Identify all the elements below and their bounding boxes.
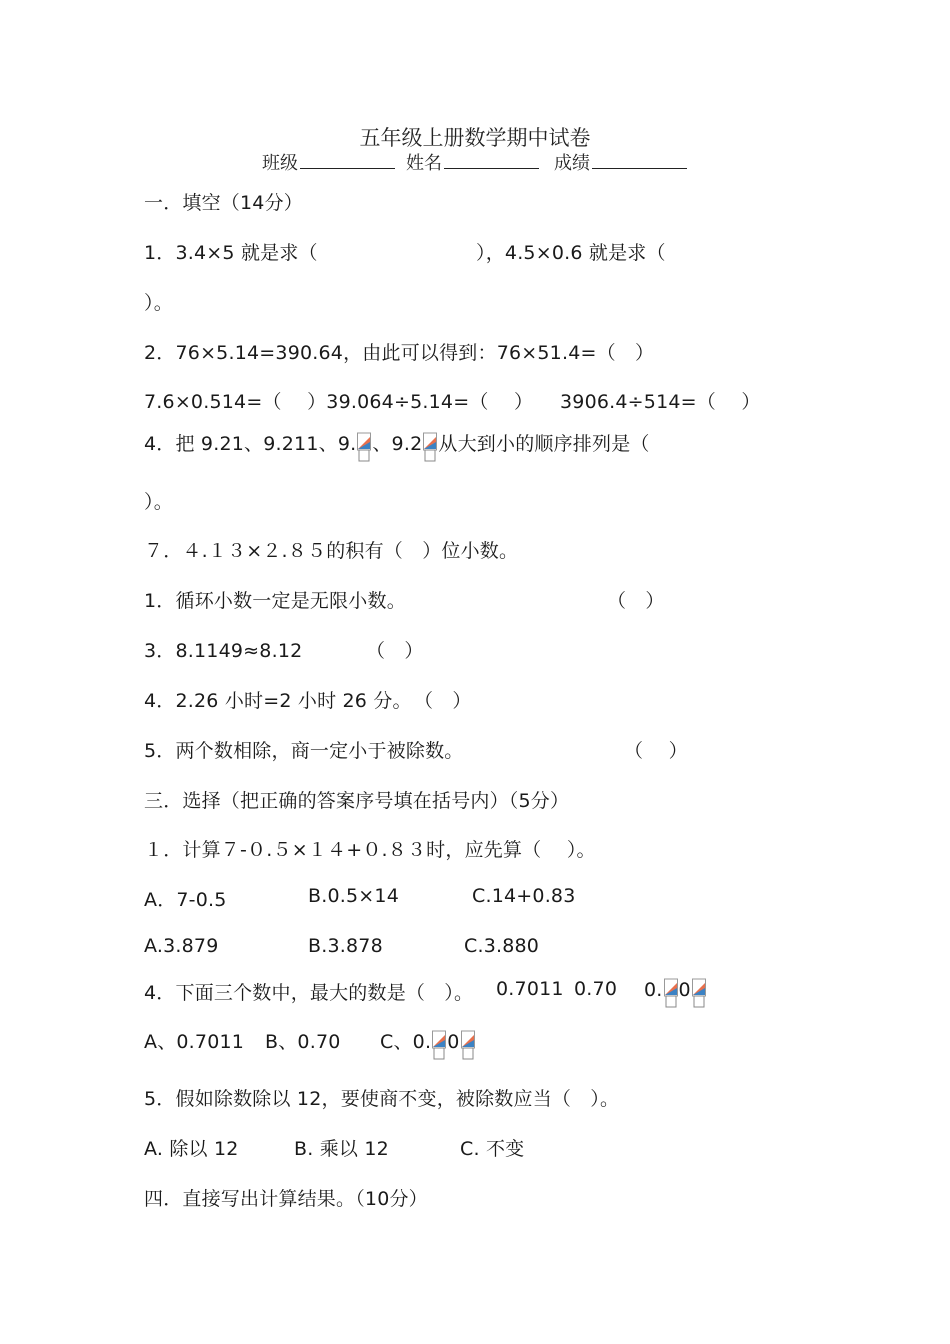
q1-part-a: 1．3.4×5 就是求（ (144, 242, 318, 264)
choice-1-options (144, 885, 604, 911)
choice-4-option-c (380, 1027, 476, 1060)
broken-image-icon (461, 1030, 475, 1060)
choice-1-option-a: A．7-0.5 (144, 889, 227, 911)
choice-2-option-b: B.3.878 (308, 935, 383, 957)
name-blank (444, 150, 539, 169)
judge-3-text: 3．8.1149≈8.12 (144, 640, 303, 662)
choice-4-options (144, 1027, 504, 1061)
q2-part-b1: 7.6×0.514=（ ）39.064÷5.14=（ ） (144, 391, 534, 413)
choice-1-option-c: C.14+0.83 (472, 885, 576, 907)
question-2-cont (144, 387, 794, 413)
name-field (406, 149, 539, 175)
q4-part-b: 、9.2 (372, 433, 423, 455)
class-blank (300, 150, 395, 169)
choice-5-option-b: B. 乘以 12 (294, 1138, 389, 1160)
choice-4 (144, 978, 724, 1012)
choice-2-option-a: A.3.879 (144, 935, 219, 957)
judge-3 (144, 636, 464, 662)
choice-4-option-b: B、0.70 (265, 1031, 341, 1053)
broken-image-icon (692, 978, 706, 1008)
choice-4-number-3-b: 0 (678, 979, 691, 1001)
judge-1-text: 1．循环小数一定是无限小数。 (144, 590, 406, 612)
broken-image-icon (432, 1030, 446, 1060)
broken-image-icon (664, 978, 678, 1008)
choice-4-option-c-b: 0 (447, 1031, 460, 1053)
judge-4 (144, 686, 504, 712)
choice-5-options (144, 1134, 564, 1160)
judge-5-paren: （ ） (624, 740, 688, 762)
question-2: 2．76×5.14=390.64，由此可以得到：76×51.4=（ ） (144, 342, 655, 364)
q4-part-a: 4．把 9.21、9.211、9. (144, 433, 357, 455)
choice-2-option-c: C.3.880 (464, 935, 540, 957)
page-title: 五年级上册数学期中试卷 (359, 126, 591, 150)
choice-4-number-1: 0.7011 (496, 978, 564, 1000)
choice-1-option-b: B.0.5×14 (308, 885, 399, 907)
judge-1 (144, 586, 704, 612)
choice-5-option-c: C. 不变 (460, 1138, 525, 1160)
class-field (262, 149, 395, 175)
score-blank (592, 150, 687, 169)
section-4-heading: 四．直接写出计算结果。（10分） (144, 1188, 428, 1210)
question-4-cont: ）。 (144, 491, 173, 513)
question-1-cont: ）。 (144, 292, 173, 314)
question-7: ７．４.１３×２.８５的积有（ ）位小数。 (144, 540, 519, 562)
choice-4-number-3-a: 0. (644, 979, 663, 1001)
score-label: 成绩 (554, 153, 590, 174)
q4-part-c: 从大到小的顺序排列是（ (438, 433, 650, 455)
question-4 (144, 429, 650, 462)
choice-2-options (144, 935, 564, 961)
choice-5: 5．假如除数除以 12，要使商不变，被除数应当（ ）。 (144, 1088, 620, 1110)
judge-4-paren: （ ） (414, 690, 472, 712)
section-3-heading: 三．选择（把正确的答案序号填在括号内）（5分） (144, 790, 570, 812)
score-field (554, 149, 687, 175)
class-label: 班级 (262, 153, 298, 174)
q1-part-b: ），4.5×0.6 就是求（ (476, 242, 666, 264)
q2-part-b2: 3906.4÷514=（ ） (560, 391, 761, 413)
name-label: 姓名 (406, 153, 442, 174)
judge-3-paren: （ ） (366, 640, 424, 662)
choice-4-option-c-a: C、0. (380, 1031, 432, 1053)
choice-1: １．计算７-０.５×１４+０.８３时，应先算（ ）。 (144, 839, 596, 861)
broken-image-icon (357, 432, 371, 462)
judge-4-text: 4．2.26 小时=2 小时 26 分。 (144, 690, 412, 712)
judge-5-text: 5．两个数相除，商一定小于被除数。 (144, 740, 464, 762)
question-1 (144, 238, 844, 264)
choice-4-number-2: 0.70 (574, 978, 618, 1000)
judge-5 (144, 736, 704, 762)
choice-5-option-a: A. 除以 12 (144, 1138, 239, 1160)
choice-4-text: 4．下面三个数中，最大的数是（ ）。 (144, 982, 474, 1004)
choice-4-number-3 (644, 978, 707, 1008)
section-1-heading: 一．填空（14分） (144, 192, 303, 214)
choice-4-option-a: A、0.7011 (144, 1031, 245, 1053)
judge-1-paren: （ ） (607, 590, 665, 612)
broken-image-icon (423, 432, 437, 462)
